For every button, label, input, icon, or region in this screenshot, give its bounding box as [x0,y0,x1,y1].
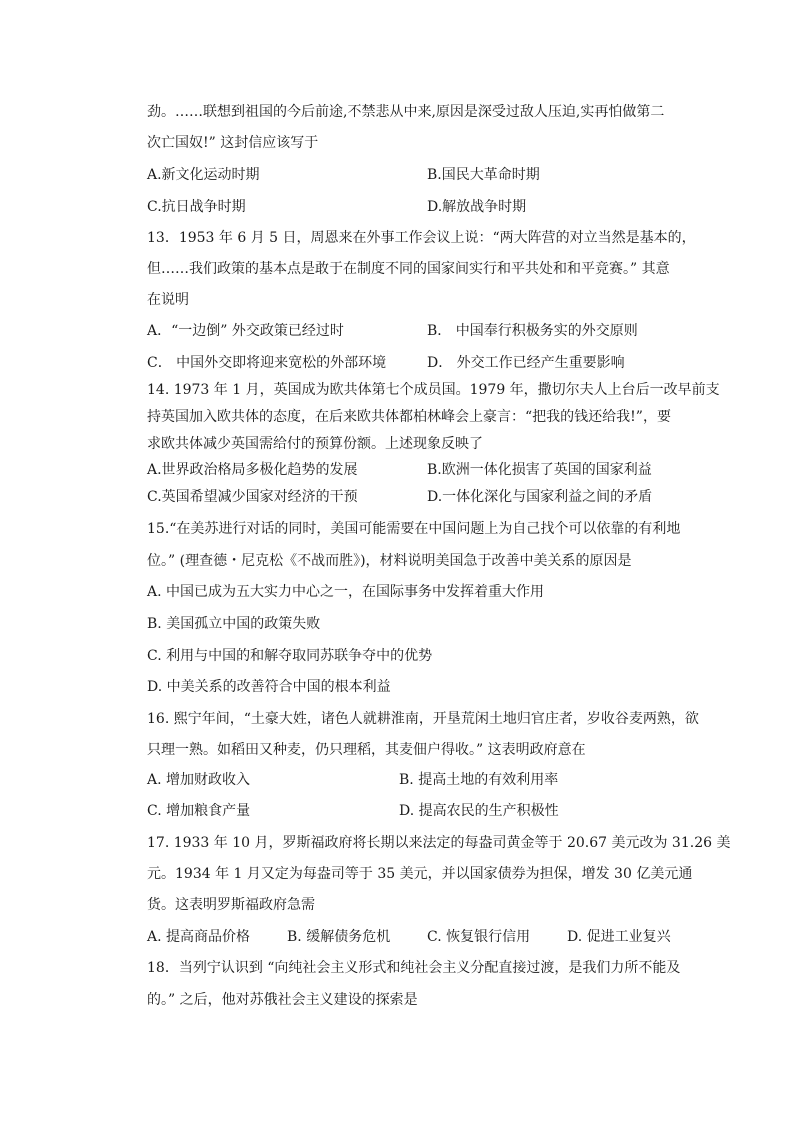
q14-option-d: D.一体化深化与国家利益之间的矛盾 [427,489,653,505]
q13-option-a: A．“一边倒” 外交政策已经过时 [147,323,344,339]
q17-option-c: C. 恢复银行信用 [427,929,531,945]
q16-option-d: D. 提高农民的生产积极性 [399,803,559,819]
q13-option-c: C． 中国外交即将迎来宽松的外部环境 [147,355,387,371]
q12-option-a: A.新文化运动时期 [147,167,260,183]
q16-stem-line-1: 16. 熙宁年间，“土豪大姓，诸色人就耕淮南，开垦荒闲土地归官庄者，岁收谷麦两熟，欲 [147,711,699,727]
q17-option-b: B. 缓解债务危机 [287,929,391,945]
q17-stem-line-3: 货。这表明罗斯福政府急需 [147,897,315,913]
q15-stem-line-2: 位。” (理查德・尼克松《不战而胜》)，材料说明美国急于改善中美关系的原因是 [147,553,632,569]
q15-option-d: D. 中美关系的改善符合中国的根本利益 [147,679,391,695]
q13-stem-line-1: 13．1953 年 6 月 5 日，周恩来在外事工作会议上说：“两大阵营的对立当然是基本的， [147,230,696,246]
q14-option-a: A.世界政治格局多极化趋势的发展 [147,462,358,478]
q16-option-c: C. 增加粮食产量 [147,803,251,819]
q13-stem-line-2: 但……我们政策的基本点是敢于在制度不同的国家间实行和平共处和和平竞赛。” 其意 [147,261,670,277]
q12-stem-line-1: 劲。……联想到祖国的今后前途,不禁悲从中来,原因是深受过敌人压迫,实再怕做第二 [147,104,665,120]
q18-stem-line-1: 18．当列宁认识到 “向纯社会主义形式和纯社会主义分配直接过渡，是我们力所不能及 [147,960,681,976]
q12-option-b: B.国民大革命时期 [427,167,540,183]
q17-option-d: D. 促进工业复兴 [567,929,671,945]
q17-stem-line-2: 元。1934 年 1 月又定为每盎司等于 35 美元，并以国家债券为担保，增发 30 亿美元通 [147,866,693,882]
q16-option-b: B. 提高土地的有效利用率 [399,772,559,788]
q17-option-a: A. 提高商品价格 [147,929,251,945]
q12-stem-line-2: 次亡国奴!” 这封信应该写于 [147,135,319,151]
q16-option-a: A. 增加财政收入 [147,772,251,788]
q17-stem-line-1: 17. 1933 年 10 月，罗斯福政府将长期以来法定的每盎司黄金等于 20.67 美元改为 31.26 美 [147,835,731,851]
q14-option-c: C.英国希望减少国家对经济的干预 [147,489,358,505]
q14-stem-line-3: 求欧共体减少英国需给付的预算份额。上述现象反映了 [147,436,483,452]
q13-option-b: B． 中国奉行积极务实的外交原则 [427,323,638,339]
q12-option-d: D.解放战争时期 [427,199,527,215]
q15-option-c: C. 利用与中国的和解夺取同苏联争夺中的优势 [147,648,433,664]
q15-option-b: B. 美国孤立中国的政策失败 [147,616,321,632]
q18-stem-line-2: 的。” 之后，他对苏俄社会主义建设的探索是 [147,992,418,1008]
q16-stem-line-2: 只理一熟。如稻田又种麦，仍只理稻，其麦佃户得收。” 这表明政府意在 [147,742,586,758]
q14-stem-line-2: 持英国加入欧共体的态度，在后来欧共体都柏林峰会上豪言：“把我的钱还给我!”，要 [147,409,671,425]
q15-option-a: A. 中国已成为五大实力中心之一，在国际事务中发挥着重大作用 [147,584,545,600]
q13-option-d: D． 外交工作已经产生重要影响 [427,355,625,371]
q12-option-c: C.抗日战争时期 [147,199,246,215]
q14-option-b: B.欧洲一体化损害了英国的国家利益 [427,462,652,478]
q14-stem-line-1: 14. 1973 年 1 月，英国成为欧共体第七个成员国。1979 年，撒切尔夫人上台后一改早前支 [147,382,720,398]
q15-stem-line-1: 15.“在美苏进行对话的同时，美国可能需要在中国问题上为自己找个可以依靠的有利地 [147,521,681,537]
q13-stem-line-3: 在说明 [147,292,189,308]
